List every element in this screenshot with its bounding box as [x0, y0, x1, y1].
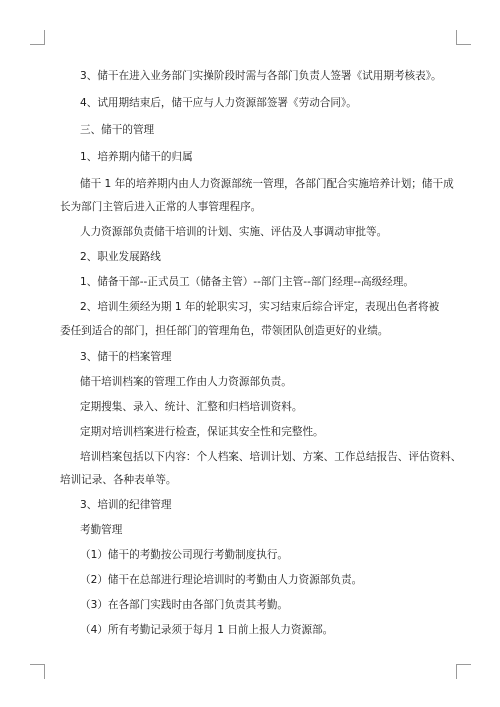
paragraph-archives-collect: 定期搜集、录入、统计、汇整和归档培训资料。 [80, 401, 303, 413]
paragraph-archives-content-cont: 培训记录、各种表单等。 [60, 474, 177, 486]
paragraph-labor-contract: 4、试用期结束后，储干应与人力资源部签署《劳动合同》。 [80, 97, 357, 109]
paragraph-archives-check: 定期对培训档案进行检查，保证其安全性和完整性。 [80, 426, 324, 438]
paragraph-attendance-1: （1）储干的考勤按公司现行考勤制度执行。 [80, 549, 289, 561]
subheading-career-path: 2、职业发展路线 [80, 251, 161, 263]
paragraph-affiliation-1-cont: 长为部门主管后进入正常的人事管理程序。 [60, 201, 262, 213]
crop-mark-top-right [456, 30, 471, 45]
paragraph-probation-form: 3、储干在进入业务部门实操阶段时需与各部门负责人签署《试用期考核表》。 [80, 70, 442, 82]
paragraph-career-path: 1、储备干部--正式员工（储备主管）--部门主管--部门经理--高级经理。 [80, 276, 414, 288]
crop-mark-bottom-left [30, 664, 45, 679]
crop-mark-bottom-right [456, 664, 471, 679]
subheading-archives: 3、储干的档案管理 [80, 351, 172, 363]
subheading-attendance: 考勤管理 [80, 524, 123, 536]
paragraph-attendance-2: （2）储干在总部进行理论培训时的考勤由人力资源部负责。 [80, 574, 363, 586]
paragraph-archives-content: 培训档案包括以下内容：个人档案、培训计划、方案、工作总结报告、评估资料、 [80, 451, 462, 463]
crop-mark-top-left [30, 30, 45, 45]
paragraph-rotation-cont: 委任到适合的部门，担任部门的管理角色，带领团队创造更好的业绩。 [60, 325, 389, 337]
paragraph-archives-owner: 储干培训档案的管理工作由人力资源部负责。 [80, 376, 292, 388]
paragraph-hr-responsibility: 人力资源部负责储干培训的计划、实施、评估及人事调动审批等。 [80, 226, 388, 238]
paragraph-attendance-4: （4）所有考勤记录须于每月 1 日前上报人力资源部。 [80, 624, 334, 636]
subheading-affiliation: 1、培养期内储干的归属 [80, 151, 193, 163]
paragraph-attendance-3: （3）在各部门实践时由各部门负责其考勤。 [80, 599, 289, 611]
section-heading-management: 三、储干的管理 [80, 124, 155, 136]
subheading-discipline: 3、培训的纪律管理 [80, 499, 172, 511]
paragraph-affiliation-1: 储干 1 年的培养期内由人力资源部统一管理，各部门配合实施培养计划；储干成 [80, 178, 454, 190]
paragraph-rotation: 2、培训生须经为期 1 年的轮职实习，实习结束后综合评定，表现出色者将被 [80, 301, 440, 313]
